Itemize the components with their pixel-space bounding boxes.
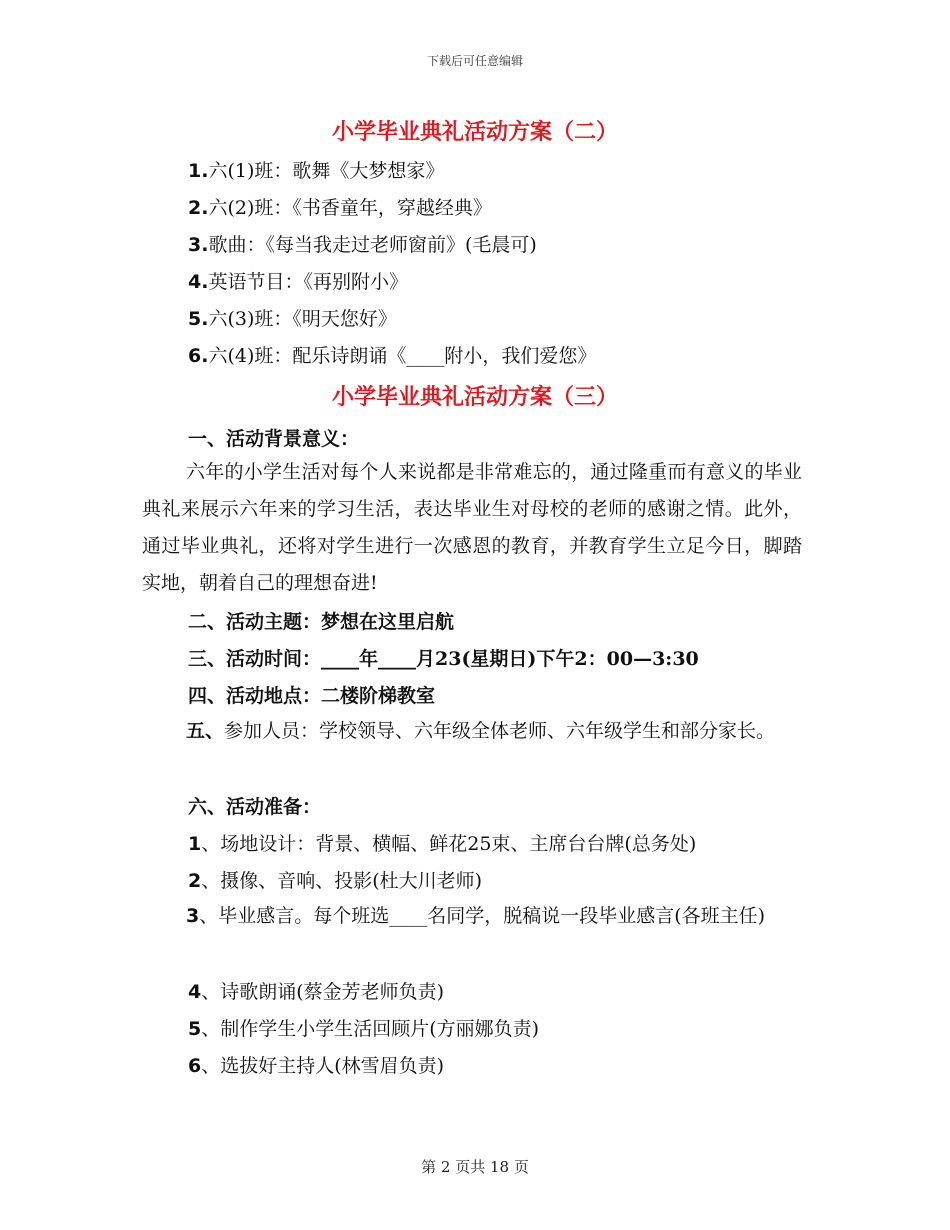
program-item bbox=[188, 267, 408, 294]
program-item bbox=[188, 156, 444, 183]
item-number: 6 bbox=[188, 1055, 202, 1077]
program-item bbox=[188, 193, 492, 220]
prep-item bbox=[188, 1014, 539, 1041]
program-item bbox=[188, 341, 596, 368]
item-text: 、制作学生小学生活回顾片(方丽娜负责) bbox=[201, 1018, 540, 1040]
program-item bbox=[188, 230, 537, 257]
item-text: 六(3)班：《明天您好》 bbox=[208, 308, 397, 330]
item-number: 3 bbox=[186, 905, 200, 927]
prep-item bbox=[142, 898, 802, 935]
item-number: 1. bbox=[188, 160, 209, 182]
item-text: 六(4)班：配乐诗朗诵《____附小，我们爱您》 bbox=[208, 345, 597, 367]
item-number: 2. bbox=[188, 197, 209, 219]
prep-item bbox=[188, 866, 482, 893]
item-text: 、场地设计：背景、横幅、鲜花25束、主席台台牌(总务处) bbox=[201, 833, 697, 855]
item-text: 歌曲：《每当我走过老师窗前》(毛晨可) bbox=[208, 234, 537, 256]
item-number: 4. bbox=[188, 271, 209, 293]
item-text: 六(2)班：《书香童年，穿越经典》 bbox=[208, 197, 492, 219]
section-title-2: 小学毕业典礼活动方案（二） bbox=[331, 119, 618, 145]
item-number: 6. bbox=[188, 345, 209, 367]
program-item bbox=[188, 304, 397, 331]
prep-item bbox=[188, 1051, 444, 1078]
participants-paragraph bbox=[142, 713, 802, 750]
page-header: 下载后可任意编辑 bbox=[426, 54, 523, 68]
item-text: 英语节目：《再别附小》 bbox=[208, 271, 408, 293]
item-text: 、诗歌朗诵(蔡金芳老师负责) bbox=[201, 981, 445, 1003]
background-heading: 一、活动背景意义： bbox=[188, 428, 360, 450]
item-number: 5. bbox=[188, 308, 209, 330]
prep-item bbox=[188, 829, 696, 856]
item-text: 、选拔好主持人(林雪眉负责) bbox=[201, 1055, 445, 1077]
item-text: 六(1)班：歌舞《大梦想家》 bbox=[208, 160, 445, 182]
item-text: 、摄像、音响、投影(杜大川老师) bbox=[201, 870, 483, 892]
item-number: 1 bbox=[188, 833, 202, 855]
item-number: 3. bbox=[188, 234, 209, 256]
prep-item bbox=[188, 977, 444, 1004]
participants-label: 五、 bbox=[186, 720, 225, 742]
item-number: 4 bbox=[188, 981, 202, 1003]
item-text: 、毕业感言。每个班选____名同学，脱稿说一段毕业感言(各班主任) bbox=[199, 905, 766, 927]
participants-text: 参加人员：学校领导、六年级全体老师、六年级学生和部分家长。 bbox=[224, 720, 776, 742]
prep-heading: 六、活动准备： bbox=[188, 796, 322, 818]
page-footer: 第 2 页共 18 页 bbox=[421, 1158, 529, 1176]
time-line: 三、活动时间：____年____月23(星期日)下午2：00—3:30 bbox=[188, 648, 699, 670]
section-title-3: 小学毕业典礼活动方案（三） bbox=[331, 384, 618, 410]
item-number: 2 bbox=[188, 870, 202, 892]
place-line: 四、活动地点：二楼阶梯教室 bbox=[188, 685, 436, 707]
item-number: 5 bbox=[188, 1018, 202, 1040]
background-paragraph: 六年的小学生活对每个人来说都是非常难忘的，通过隆重而有意义的毕业典礼来展示六年来的学习生活，表达毕业生对母校的老师的感谢之情。此外，通过毕业典礼，还将对学生进行一次感恩的教育，并教育学生立足今日，脚踏实地，朝着自己的理想奋进! bbox=[142, 461, 802, 594]
theme-line: 二、活动主题：梦想在这里启航 bbox=[188, 611, 455, 633]
